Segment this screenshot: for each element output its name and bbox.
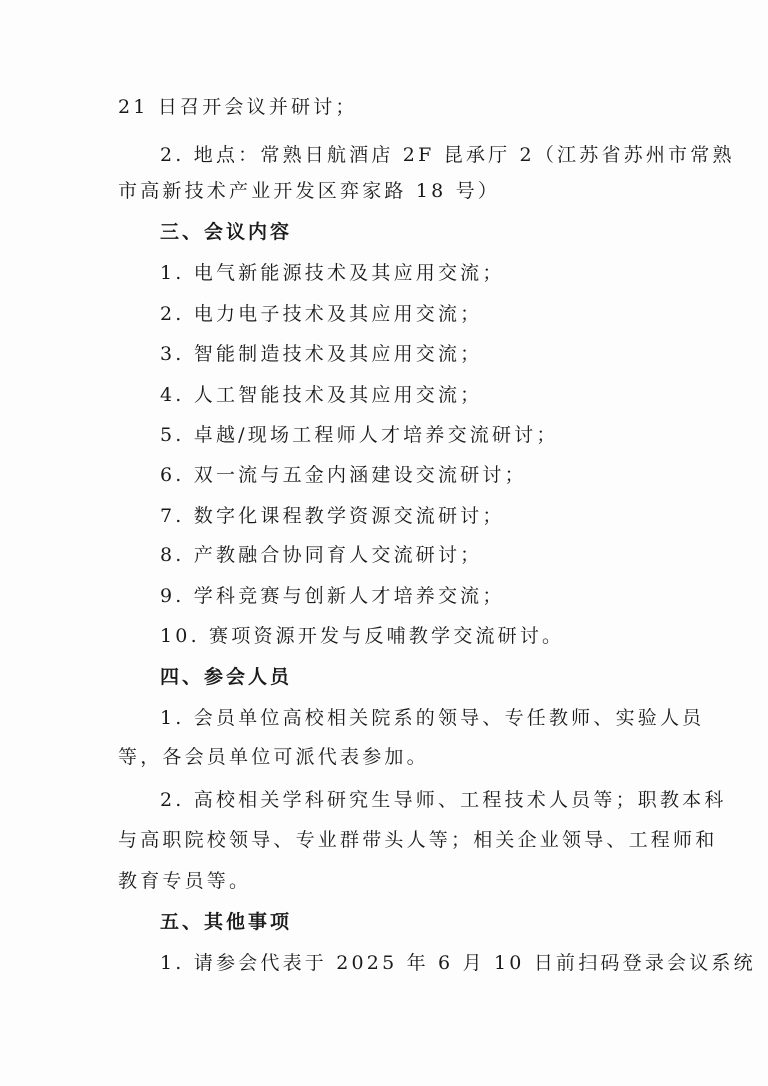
section-4-heading: 四、参会人员 bbox=[160, 666, 293, 688]
attendees-paragraph-2-line-3: 教育专员等。 bbox=[118, 870, 252, 892]
section-5-heading: 五、其他事项 bbox=[160, 911, 293, 933]
content-item: 5. 卓越/现场工程师人才培养交流研讨； bbox=[160, 424, 559, 446]
content-item: 6. 双一流与五金内涵建设交流研讨； bbox=[160, 464, 527, 486]
section-3-heading: 三、会议内容 bbox=[160, 221, 293, 243]
content-item: 8. 产教融合协同育人交流研讨； bbox=[160, 544, 483, 566]
attendees-paragraph-2-line-2: 与高职院校领导、专业群带头人等；相关企业领导、工程师和 bbox=[118, 829, 718, 851]
content-item: 9. 学科竞赛与创新人才培养交流； bbox=[160, 585, 505, 607]
content-item: 10. 赛项资源开发与反哺教学交流研讨。 bbox=[160, 625, 565, 647]
attendees-paragraph-1-line-1: 1. 会员单位高校相关院系的领导、专任教师、实验人员 bbox=[160, 707, 705, 729]
date-line-tail: 21 日召开会议并研讨； bbox=[118, 96, 358, 118]
content-item: 2. 电力电子技术及其应用交流； bbox=[160, 303, 483, 325]
content-item: 3. 智能制造技术及其应用交流； bbox=[160, 343, 483, 365]
content-item: 1. 电气新能源技术及其应用交流； bbox=[160, 262, 505, 284]
location-line-2: 市高新技术产业开发区弈家路 18 号） bbox=[118, 180, 501, 202]
attendees-paragraph-1-line-2: 等，各会员单位可派代表参加。 bbox=[118, 746, 429, 768]
location-line-1: 2. 地点：常熟日航酒店 2F 昆承厅 2（江苏省苏州市常熟 bbox=[160, 144, 735, 166]
attendees-paragraph-2-line-1: 2. 高校相关学科研究生导师、工程技术人员等；职教本科 bbox=[160, 789, 727, 811]
other-matters-item-1: 1. 请参会代表于 2025 年 6 月 10 日前扫码登录会议系统 bbox=[160, 952, 756, 974]
content-item: 7. 数字化课程教学资源交流研讨； bbox=[160, 505, 505, 527]
content-item: 4. 人工智能技术及其应用交流； bbox=[160, 384, 483, 406]
